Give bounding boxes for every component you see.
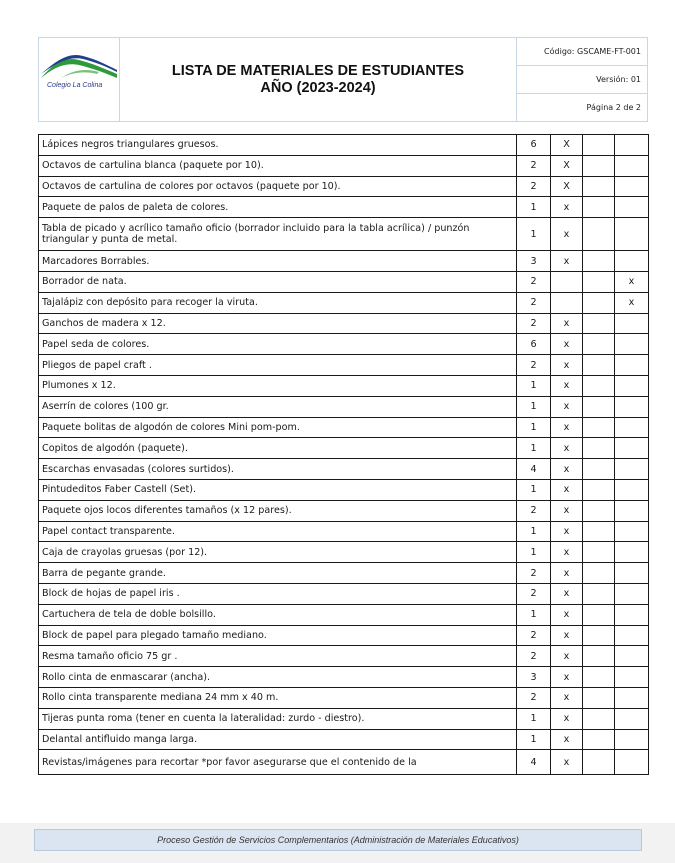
- mark-cell-3: [615, 155, 649, 176]
- mark-cell-2: [583, 729, 615, 750]
- table-row: [39, 355, 649, 376]
- mark-cell-3: [615, 708, 649, 729]
- mark-cell-1: x: [551, 542, 583, 563]
- item-name-cell: Tajalápiz con depósito para recoger la viruta.: [39, 292, 517, 313]
- mark-cell-2: [583, 218, 615, 251]
- school-logo-icon: [39, 48, 119, 82]
- mark-cell-2: [583, 292, 615, 313]
- quantity-cell: 2: [517, 687, 551, 708]
- mark-cell-2: [583, 708, 615, 729]
- item-name-cell: Paquete ojos locos diferentes tamaños (x 12 pares).: [39, 500, 517, 521]
- item-name-cell: Block de papel para plegado tamaño mediano.: [39, 625, 517, 646]
- mark-cell-3: [615, 176, 649, 197]
- mark-cell-1: x: [551, 563, 583, 584]
- item-name-cell: Paquete de palos de paleta de colores.: [39, 197, 517, 218]
- mark-cell-2: [583, 563, 615, 584]
- mark-cell-2: [583, 271, 615, 292]
- mark-cell-1: x: [551, 375, 583, 396]
- mark-cell-3: [615, 625, 649, 646]
- quantity-cell: 6: [517, 135, 551, 156]
- mark-cell-1: X: [551, 176, 583, 197]
- mark-cell-1: x: [551, 521, 583, 542]
- quantity-cell: 1: [517, 479, 551, 500]
- mark-cell-2: [583, 375, 615, 396]
- item-name-cell: Escarchas envasadas (colores surtidos).: [39, 459, 517, 480]
- quantity-cell: 2: [517, 500, 551, 521]
- mark-cell-3: [615, 313, 649, 334]
- mark-cell-3: [615, 355, 649, 376]
- mark-cell-2: [583, 155, 615, 176]
- mark-cell-2: [583, 687, 615, 708]
- mark-cell-1: x: [551, 687, 583, 708]
- mark-cell-1: x: [551, 313, 583, 334]
- mark-cell-1: x: [551, 251, 583, 272]
- item-name-cell: Tabla de picado y acrílico tamaño oficio (borrador incluido para la tabla acrílica) / punzón triangular y punta de metal.: [39, 218, 517, 251]
- page-number: Página 2 de 2: [517, 94, 648, 122]
- table-row: [39, 563, 649, 584]
- mark-cell-3: [615, 218, 649, 251]
- item-name-cell: Papel contact transparente.: [39, 521, 517, 542]
- item-name-cell: Tijeras punta roma (tener en cuenta la lateralidad: zurdo - diestro).: [39, 708, 517, 729]
- mark-cell-1: [551, 292, 583, 313]
- table-row: [39, 417, 649, 438]
- mark-cell-2: [583, 625, 615, 646]
- item-name-cell: Rollo cinta transparente mediana 24 mm x 40 m.: [39, 687, 517, 708]
- item-name-cell: Barra de pegante grande.: [39, 563, 517, 584]
- logo-text: Colegio La Colina: [47, 82, 103, 89]
- table-row: [39, 438, 649, 459]
- quantity-cell: 2: [517, 176, 551, 197]
- mark-cell-3: [615, 251, 649, 272]
- quantity-cell: 2: [517, 292, 551, 313]
- table-row: [39, 667, 649, 688]
- table-row: [39, 604, 649, 625]
- item-name-cell: Ganchos de madera x 12.: [39, 313, 517, 334]
- mark-cell-3: x: [615, 271, 649, 292]
- mark-cell-3: [615, 521, 649, 542]
- mark-cell-3: [615, 396, 649, 417]
- mark-cell-1: x: [551, 667, 583, 688]
- quantity-cell: 2: [517, 271, 551, 292]
- quantity-cell: 1: [517, 542, 551, 563]
- document-code: Código: GSCAME-FT-001: [517, 38, 648, 66]
- logo-cell: [39, 38, 120, 122]
- mark-cell-3: [615, 687, 649, 708]
- item-name-cell: Block de hojas de papel iris .: [39, 583, 517, 604]
- item-name-cell: Revistas/imágenes para recortar *por favor asegurarse que el contenido de la: [39, 750, 517, 775]
- quantity-cell: 2: [517, 563, 551, 584]
- mark-cell-1: x: [551, 500, 583, 521]
- mark-cell-1: x: [551, 355, 583, 376]
- item-name-cell: Lápices negros triangulares gruesos.: [39, 135, 517, 156]
- mark-cell-2: [583, 646, 615, 667]
- mark-cell-2: [583, 135, 615, 156]
- mark-cell-2: [583, 500, 615, 521]
- table-row: [39, 135, 649, 156]
- item-name-cell: Cartuchera de tela de doble bolsillo.: [39, 604, 517, 625]
- mark-cell-2: [583, 355, 615, 376]
- mark-cell-2: [583, 251, 615, 272]
- materials-table: [38, 134, 649, 775]
- page-footer: Proceso Gestión de Servicios Complementarios (Administración de Materiales Educativos): [34, 829, 642, 851]
- quantity-cell: 3: [517, 251, 551, 272]
- quantity-cell: 1: [517, 729, 551, 750]
- mark-cell-2: [583, 176, 615, 197]
- mark-cell-2: [583, 459, 615, 480]
- mark-cell-2: [583, 396, 615, 417]
- mark-cell-2: [583, 542, 615, 563]
- mark-cell-2: [583, 521, 615, 542]
- mark-cell-1: x: [551, 396, 583, 417]
- quantity-cell: 3: [517, 667, 551, 688]
- mark-cell-3: [615, 438, 649, 459]
- quantity-cell: 4: [517, 750, 551, 775]
- mark-cell-1: x: [551, 218, 583, 251]
- table-row: [39, 176, 649, 197]
- table-row: [39, 500, 649, 521]
- item-name-cell: Copitos de algodón (paquete).: [39, 438, 517, 459]
- table-row: [39, 750, 649, 775]
- mark-cell-2: [583, 583, 615, 604]
- item-name-cell: Pliegos de papel craft .: [39, 355, 517, 376]
- mark-cell-1: x: [551, 197, 583, 218]
- mark-cell-1: x: [551, 708, 583, 729]
- quantity-cell: 2: [517, 625, 551, 646]
- item-name-cell: Octavos de cartulina de colores por octavos (paquete por 10).: [39, 176, 517, 197]
- mark-cell-3: [615, 667, 649, 688]
- mark-cell-3: [615, 563, 649, 584]
- mark-cell-1: x: [551, 625, 583, 646]
- quantity-cell: 1: [517, 438, 551, 459]
- item-name-cell: Caja de crayolas gruesas (por 12).: [39, 542, 517, 563]
- item-name-cell: Resma tamaño oficio 75 gr .: [39, 646, 517, 667]
- table-row: [39, 271, 649, 292]
- mark-cell-3: [615, 583, 649, 604]
- quantity-cell: 4: [517, 459, 551, 480]
- quantity-cell: 1: [517, 396, 551, 417]
- table-row: [39, 625, 649, 646]
- mark-cell-3: [615, 479, 649, 500]
- mark-cell-3: [615, 604, 649, 625]
- mark-cell-1: x: [551, 459, 583, 480]
- document-title: [120, 38, 517, 122]
- quantity-cell: 1: [517, 417, 551, 438]
- item-name-cell: Delantal antifluido manga larga.: [39, 729, 517, 750]
- table-row: [39, 521, 649, 542]
- quantity-cell: 2: [517, 313, 551, 334]
- item-name-cell: Paquete bolitas de algodón de colores Mini pom-pom.: [39, 417, 517, 438]
- mark-cell-1: x: [551, 729, 583, 750]
- item-name-cell: Aserrín de colores (100 gr.: [39, 396, 517, 417]
- mark-cell-2: [583, 479, 615, 500]
- table-row: [39, 375, 649, 396]
- mark-cell-2: [583, 197, 615, 218]
- table-row: [39, 155, 649, 176]
- document-version: Versión: 01: [517, 66, 648, 94]
- item-name-cell: Pintudeditos Faber Castell (Set).: [39, 479, 517, 500]
- mark-cell-1: x: [551, 604, 583, 625]
- mark-cell-1: X: [551, 135, 583, 156]
- mark-cell-3: [615, 500, 649, 521]
- mark-cell-3: [615, 646, 649, 667]
- quantity-cell: 1: [517, 708, 551, 729]
- mark-cell-3: [615, 135, 649, 156]
- item-name-cell: Octavos de cartulina blanca (paquete por 10).: [39, 155, 517, 176]
- quantity-cell: 2: [517, 646, 551, 667]
- table-row: [39, 708, 649, 729]
- mark-cell-1: x: [551, 583, 583, 604]
- table-row: [39, 334, 649, 355]
- document-header: [38, 37, 648, 122]
- mark-cell-3: x: [615, 292, 649, 313]
- mark-cell-3: [615, 750, 649, 775]
- table-row: [39, 218, 649, 251]
- mark-cell-1: x: [551, 479, 583, 500]
- mark-cell-3: [615, 197, 649, 218]
- quantity-cell: 1: [517, 604, 551, 625]
- mark-cell-3: [615, 334, 649, 355]
- mark-cell-1: x: [551, 646, 583, 667]
- table-row: [39, 313, 649, 334]
- item-name-cell: Papel seda de colores.: [39, 334, 517, 355]
- item-name-cell: Marcadores Borrables.: [39, 251, 517, 272]
- table-row: [39, 542, 649, 563]
- quantity-cell: 2: [517, 155, 551, 176]
- quantity-cell: 1: [517, 218, 551, 251]
- quantity-cell: 6: [517, 334, 551, 355]
- mark-cell-2: [583, 334, 615, 355]
- table-row: [39, 396, 649, 417]
- mark-cell-2: [583, 667, 615, 688]
- table-row: [39, 197, 649, 218]
- table-row: [39, 729, 649, 750]
- mark-cell-2: [583, 417, 615, 438]
- mark-cell-3: [615, 729, 649, 750]
- mark-cell-2: [583, 438, 615, 459]
- mark-cell-2: [583, 604, 615, 625]
- mark-cell-3: [615, 459, 649, 480]
- table-row: [39, 583, 649, 604]
- mark-cell-3: [615, 417, 649, 438]
- table-row: [39, 687, 649, 708]
- mark-cell-1: X: [551, 155, 583, 176]
- table-row: [39, 251, 649, 272]
- mark-cell-1: x: [551, 438, 583, 459]
- table-row: [39, 479, 649, 500]
- mark-cell-2: [583, 750, 615, 775]
- materials-table-body: [39, 135, 649, 775]
- mark-cell-3: [615, 542, 649, 563]
- title-line-1: LISTA DE MATERIALES DE ESTUDIANTES: [171, 62, 465, 79]
- title-line-2: AÑO (2023-2024): [260, 79, 376, 96]
- quantity-cell: 1: [517, 375, 551, 396]
- item-name-cell: Rollo cinta de enmascarar (ancha).: [39, 667, 517, 688]
- quantity-cell: 2: [517, 355, 551, 376]
- table-row: [39, 646, 649, 667]
- mark-cell-1: x: [551, 417, 583, 438]
- mark-cell-2: [583, 313, 615, 334]
- mark-cell-1: x: [551, 334, 583, 355]
- table-row: [39, 459, 649, 480]
- mark-cell-1: x: [551, 750, 583, 775]
- item-name-cell: Borrador de nata.: [39, 271, 517, 292]
- quantity-cell: 1: [517, 521, 551, 542]
- item-name-cell: Plumones x 12.: [39, 375, 517, 396]
- mark-cell-3: [615, 375, 649, 396]
- table-row: [39, 292, 649, 313]
- mark-cell-1: [551, 271, 583, 292]
- quantity-cell: 1: [517, 197, 551, 218]
- quantity-cell: 2: [517, 583, 551, 604]
